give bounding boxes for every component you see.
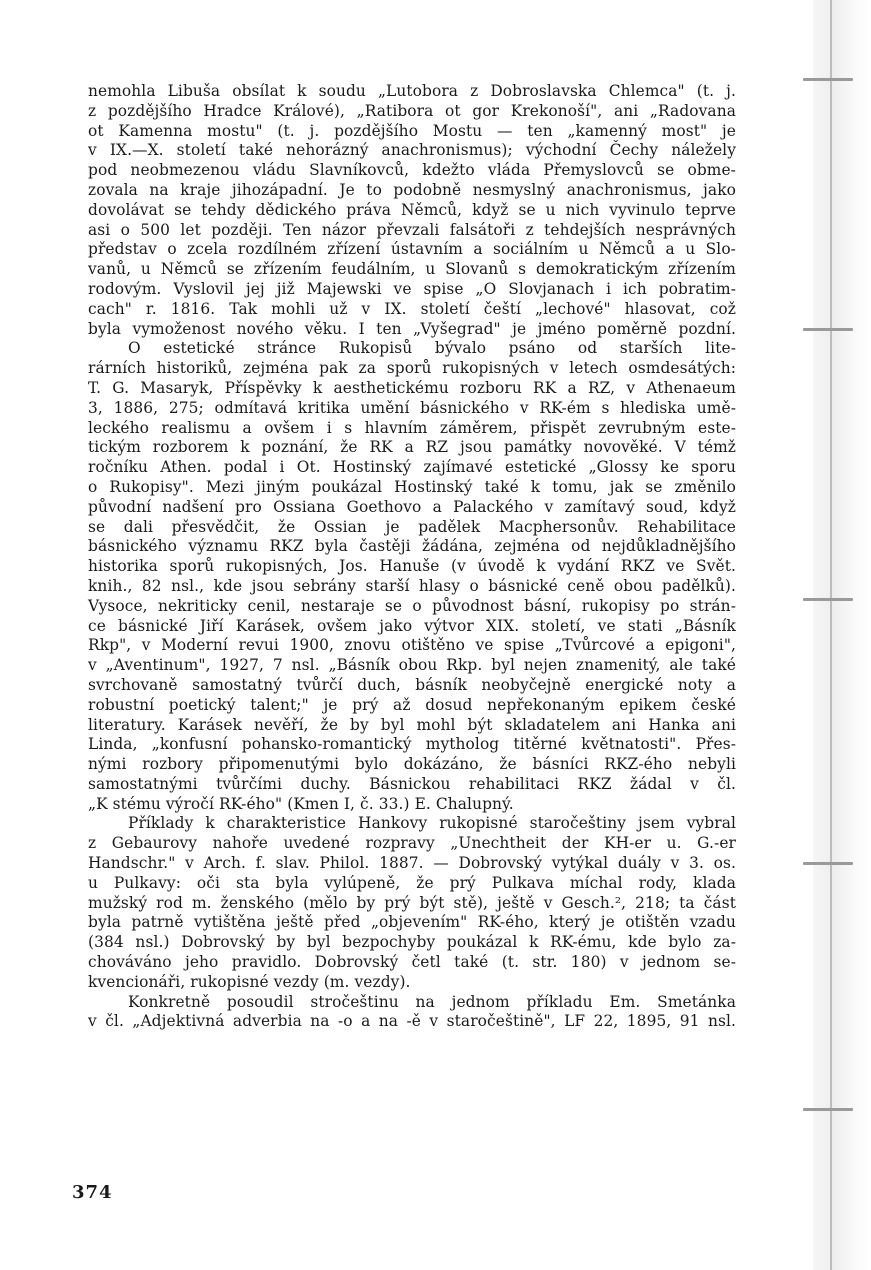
text-line: Rkp", v Moderní revui 1900, znovu otištěno ve spise „Tvůrcové a epigoni",	[88, 636, 736, 655]
text-line: ce básnické Jiří Karásek, ovšem jako výtvor XIX. století, ve stati „Básník	[88, 616, 736, 635]
text-line: u Pulkavy: oči sta byla vylúpeně, že prý Pulkava míchal rody, klada	[88, 873, 736, 892]
text-line: historika sporů rukopisných, Jos. Hanuše (v úvodě k vydání RKZ ve Svět.	[88, 557, 736, 576]
page-number: 374	[72, 1182, 113, 1203]
text-line: cach" r. 1816. Tak mohli už v IX. století čeští „lechové" hlasovat, což	[88, 299, 736, 318]
text-line: byla patrně vytištěna ještě před „objevením" RK-ého, který je otištěn vzadu	[88, 913, 736, 932]
text-line: mužský rod m. ženského (mělo by prý být stě), ještě v Gesch.², 218; ta část	[88, 893, 736, 912]
text-line: literatury. Karásek nevěří, že by byl mohl být skladatelem ani Hanka ani	[88, 715, 736, 734]
book-gutter-line	[830, 0, 832, 1270]
text-line: pod neobmezenou vládu Slavníkovců, kdežto vláda Přemyslovců se obme-	[88, 161, 736, 180]
text-line: O estetické stránce Rukopisů bývalo psáno od starších lite-	[128, 339, 736, 358]
text-line: robustní poetický talent;" je prý až dosud nepřekonaným epikem české	[88, 695, 736, 714]
binding-thread-mark	[803, 328, 853, 331]
text-line: leckého realismu a ovšem i s hlavním záměrem, přispět zevrubným este-	[88, 418, 736, 437]
text-line: T. G. Masaryk, Příspěvky k aesthetickému rozboru RK a RZ, v Athenaeum	[88, 378, 736, 397]
binding-thread-mark	[803, 862, 853, 865]
text-line: svrchovaně samostatný tvůrčí duch, básník neobyčejně energické noty a	[88, 675, 736, 694]
text-line: původní nadšení pro Ossiana Goethovo a Palackého v zamítavý soud, když	[88, 497, 736, 516]
text-line: z Gebaurovy nahoře uvedené rozpravy „Unechtheit der KH-er u. G.-er	[88, 834, 736, 853]
text-line: se dali přesvědčit, že Ossian je padělek Macphersonův. Rehabilitace	[88, 517, 736, 536]
text-line: Linda, „konfusní pohansko-romantický mytholog titěrné květnatosti". Přes-	[88, 735, 736, 754]
binding-thread-mark	[803, 1108, 853, 1111]
text-line: z pozdějšího Hradce Králové), „Ratibora ot gor Krekonoší", ani „Radovana	[88, 101, 736, 120]
text-line: rodovým. Vyslovil jej již Majewski ve spise „O Slovjanach i ich pobratim-	[88, 279, 736, 298]
text-line: ot Kamenna mostu" (t. j. pozdějšího Mostu — ten „kamenný most" je	[88, 121, 736, 140]
text-line: zovala na kraje jihozápadní. Je to podobně nesmyslný anachronismus, jako	[88, 180, 736, 199]
text-line: představ o zcela rozdílném zřízení ústavním a sociálním u Němců a u Slo-	[88, 240, 736, 259]
text-line: vanů, u Němců se zřízením feudálním, u Slovanů s demokratickým zřízením	[88, 260, 736, 279]
text-line: dovolávat se tehdy dědického práva Němců, když se u nich vyvinulo teprve	[88, 200, 736, 219]
page-body-text	[88, 82, 736, 1032]
book-spine-shadow	[813, 0, 871, 1270]
text-line: 3, 1886, 275; odmítavá kritika umění básnického v RK-ém s hlediska umě-	[88, 398, 736, 417]
text-line: nými rozbory připomenutými bylo dokázáno, že básníci RKZ-ého nebyli	[88, 755, 736, 774]
text-line: (384 nsl.) Dobrovský by byl bezpochyby poukázal k RK-ému, kde bylo za-	[88, 933, 736, 952]
text-line: rárních historiků, zejména pak za sporů rukopisných v letech osmdesátých:	[88, 359, 736, 378]
text-line: v IX.—X. století také nehorázný anachronismus); východní Čechy náležely	[88, 141, 736, 160]
text-line: v čl. „Adjektivná adverbia na -o a na -ě v staročeštině", LF 22, 1895, 91 nsl.	[88, 1012, 736, 1031]
binding-thread-mark	[803, 78, 853, 81]
text-line: tickým rozborem k poznání, že RK a RZ jsou památky novověké. V témž	[88, 438, 736, 457]
text-line: „K stému výročí RK-ého" (Kmen I, č. 33.) E. Chalupný.	[88, 794, 514, 813]
text-line: nemohla Libuša obsílat k soudu „Lutobora z Dobroslavska Chlemca" (t. j.	[88, 82, 736, 100]
text-line: Vysoce, nekriticky cenil, nestaraje se o původnost básní, rukopisy po strán-	[88, 596, 736, 615]
text-line: samostatnými tvůrčími duchy. Básnickou rehabilitaci RKZ žádal v čl.	[88, 774, 736, 793]
text-line: Příklady k charakteristice Hankovy rukopisné staročeštiny jsem vybral	[128, 814, 736, 833]
text-line: byla vymoženost nového věku. I ten „Vyšegrad" je jméno poměrně pozdní.	[88, 319, 736, 338]
text-line: kvencionáři, rukopisné vezdy (m. vezdy).	[88, 972, 411, 991]
text-line: ročníku Athen. podal i Ot. Hostinský zajímavé estetické „Glossy ke sporu	[88, 458, 736, 477]
text-line: o Rukopisy". Mezi jiným poukázal Hostinský také k tomu, jak se změnilo	[88, 477, 736, 496]
text-line: chováváno jeho pravidlo. Dobrovský četl také (t. str. 180) v jednom se-	[88, 953, 736, 972]
text-line: básnického významu RKZ byla častěji žádána, zejména od nejdůkladnějšího	[88, 537, 736, 556]
text-line: v „Aventinum", 1927, 7 nsl. „Básník obou Rkp. byl nejen znamenitý, ale také	[88, 656, 736, 675]
text-line: asi o 500 let později. Ten názor převzali falsátoři z tehdejších nesprávných	[88, 220, 736, 239]
text-line: Konkretně posoudil stročeštinu na jednom příkladu Em. Smetánka	[128, 992, 736, 1011]
binding-thread-mark	[803, 598, 853, 601]
text-line: Handschr." v Arch. f. slav. Philol. 1887. — Dobrovský vytýkal duály v 3. os.	[88, 854, 736, 873]
text-line: knih., 82 nsl., kde jsou sebrány starší hlasy o básnické ceně obou padělků).	[88, 576, 736, 595]
